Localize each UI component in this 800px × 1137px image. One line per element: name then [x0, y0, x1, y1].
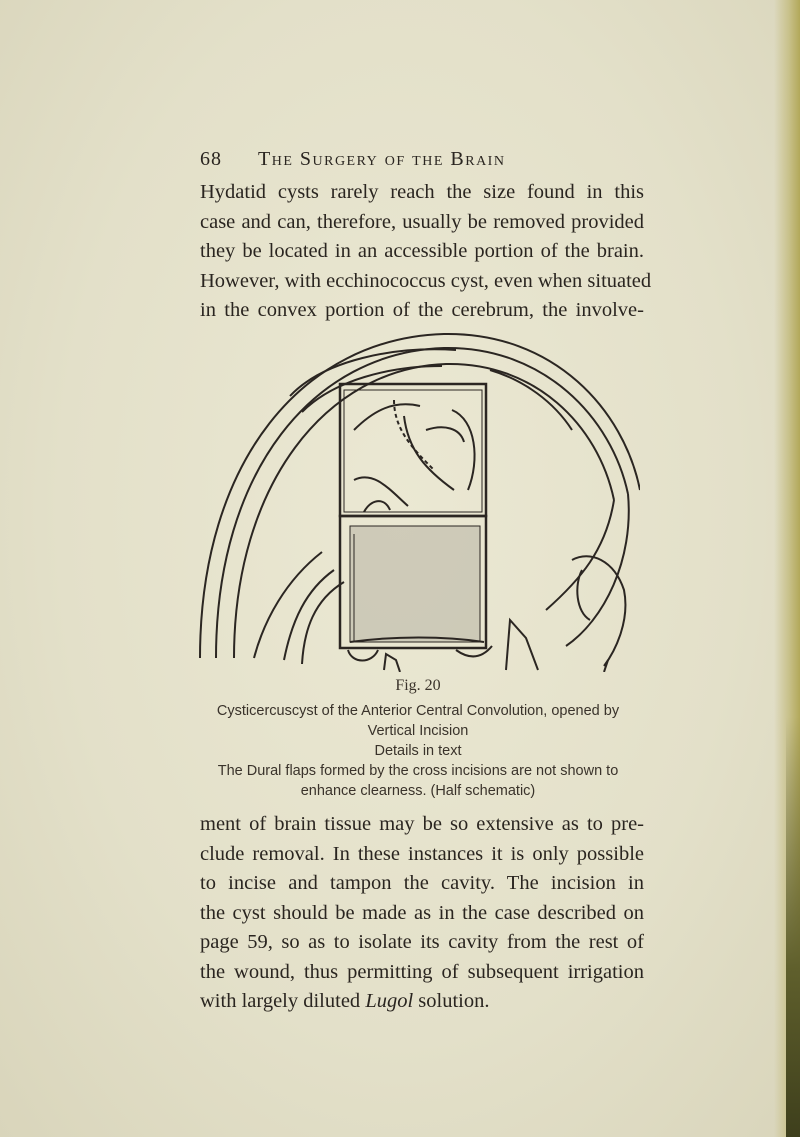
text-line: case and can, therefore, usually be removed provided [200, 210, 644, 233]
figure-label: Fig. 20 [395, 677, 441, 694]
text-line: clude removal. In these instances it is only possible [200, 842, 644, 865]
text-line: Hydatid cysts rarely reach the size found in this [200, 181, 644, 203]
text-line: the wound, thus permitting of subsequent irrigation [200, 960, 644, 983]
text-line: the cyst should be made as in the case described on [200, 901, 644, 924]
figure-title: Cysticercuscyst of the Anterior Central Convolution, opened by Vertical Incision [216, 703, 620, 739]
figure-details: Details in text [374, 743, 462, 759]
figure-illustration [194, 320, 640, 672]
figure-note: The Dural flaps formed by the cross incisions are not shown to enhance clearness. (Half schematic) [217, 763, 619, 799]
paragraph-bottom [200, 810, 644, 1017]
final-line-text: with largely diluted [200, 990, 361, 1012]
italic-term: Lugol [365, 990, 414, 1012]
text-line: page 59, so as to isolate its cavity from the rest of [200, 931, 644, 953]
text-line: to incise and tampon the cavity. The incision in [200, 872, 644, 894]
text-line: in the convex portion of the cerebrum, the involve- [200, 299, 644, 321]
page-edge-dark [786, 717, 800, 1137]
page-number: 68 [200, 148, 222, 170]
text-line-final [200, 987, 644, 1017]
running-header [200, 148, 505, 171]
final-line-tail: solution. [413, 990, 490, 1012]
running-title: The Surgery of the Brain [258, 148, 506, 170]
text-line: ment of brain tissue may be so extensive as to pre- [200, 813, 644, 835]
text-line: they be located in an accessible portion of the brain. [200, 240, 644, 262]
text-line: However, with ecchinococcus cyst, even when situated [200, 269, 652, 292]
paragraph-top [200, 178, 652, 326]
